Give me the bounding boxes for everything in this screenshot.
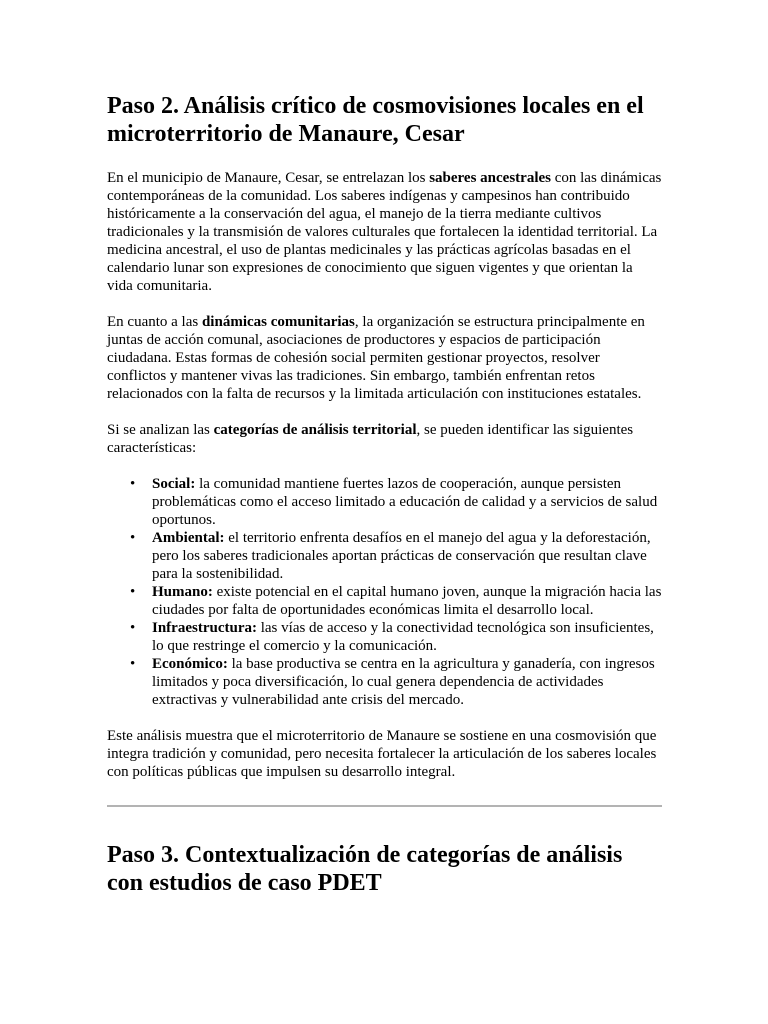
category-text: la comunidad mantiene fuertes lazos de cooperación, aunque persisten problemáticas como el acceso limitado a educación de calidad y a servicios de salud oportunos. [152,476,658,528]
section-3-heading: Paso 3. Contextualización de categorías de análisis con estudios de caso PDET [107,842,623,896]
category-label: Social: [152,476,196,492]
bullet-icon: • [130,476,136,492]
category-label: Ambiental: [152,530,225,546]
list-item-social [130,475,662,529]
paragraph-categorias [107,421,662,457]
category-label: Infraestructura: [152,620,257,636]
list-item-infraestructura [130,619,662,655]
bullet-icon: • [130,584,136,600]
categories-list [107,475,662,709]
paragraph-saberes [107,169,662,295]
paragraph-categorias-text-start: Si se analizan las [107,422,214,438]
category-text: el territorio enfrenta desafíos en el manejo del agua y la deforestación, pero los saberes tradicionales aportan prácticas de conservación que resultan clave para la sostenibilidad. [152,530,651,582]
bullet-icon: • [130,530,136,546]
paragraph-dinamicas-text-start: En cuanto a las [107,314,202,330]
paragraph-conclusion: Este análisis muestra que el microterritorio de Manaure se sostiene en una cosmovisión que integra tradición y comunidad, pero necesita fortalecer la articulación de los saberes locales con políticas públicas que impulsen su desarrollo integral. [107,728,657,780]
paragraph-saberes-bold: saberes ancestrales [429,170,551,186]
category-text: las vías de acceso y la conectividad tecnológica son insuficientes, lo que restringe el comercio y la comunicación. [152,620,654,654]
list-item-economico [130,655,662,709]
category-text: la base productiva se centra en la agricultura y ganadería, con ingresos limitados y poca diversificación, lo cual genera dependencia de actividades extractivas y vulnerabilidad ante crisis del mercado. [152,656,655,708]
paragraph-categorias-bold: categorías de análisis territorial [213,422,417,438]
list-item-ambiental [130,529,662,583]
category-label: Humano: [152,584,213,600]
paragraph-categorias-text-end: , se pueden identificar las siguientes características: [107,422,634,456]
horizontal-divider [107,805,662,807]
paragraph-dinamicas [107,313,662,403]
category-text: existe potencial en el capital humano joven, aunque la migración hacia las ciudades por falta de oportunidades económicas limita el desarrollo local. [152,584,662,618]
paragraph-dinamicas-text-end: , la organización se estructura principalmente en juntas de acción comunal, asociaciones de productores y espacios de participación ciudadana. Estas formas de cohesión social permiten gestionar proyectos, resolver conflictos y mantener vivas las tradiciones. Sin embargo, también enfrentan retos relacionados con la falta de recursos y la limitada articulación con instituciones estatales. [107,314,645,402]
bullet-icon: • [130,656,136,672]
list-item-humano [130,583,662,619]
section-2-heading: Paso 2. Análisis crítico de cosmovisiones locales en el microterritorio de Manaure, Cesar [107,93,644,147]
category-label: Económico: [152,656,228,672]
paragraph-saberes-text-start: En el municipio de Manaure, Cesar, se entrelazan los [107,170,430,186]
paragraph-dinamicas-bold: dinámicas comunitarias [201,314,355,330]
bullet-icon: • [130,620,136,636]
paragraph-saberes-text-end: con las dinámicas contemporáneas de la comunidad. Los saberes indígenas y campesinos han contribuido históricamente a la conservación del agua, el manejo de la tierra mediante cultivos tradicionales y la transmisión de valores culturales que fortalecen la identidad territorial. La medicina ancestral, el uso de plantas medicinales y las prácticas agrícolas basadas en el calendario lunar son expresiones de conocimiento que siguen vigentes y que orientan la vida comunitaria. [107,170,662,294]
